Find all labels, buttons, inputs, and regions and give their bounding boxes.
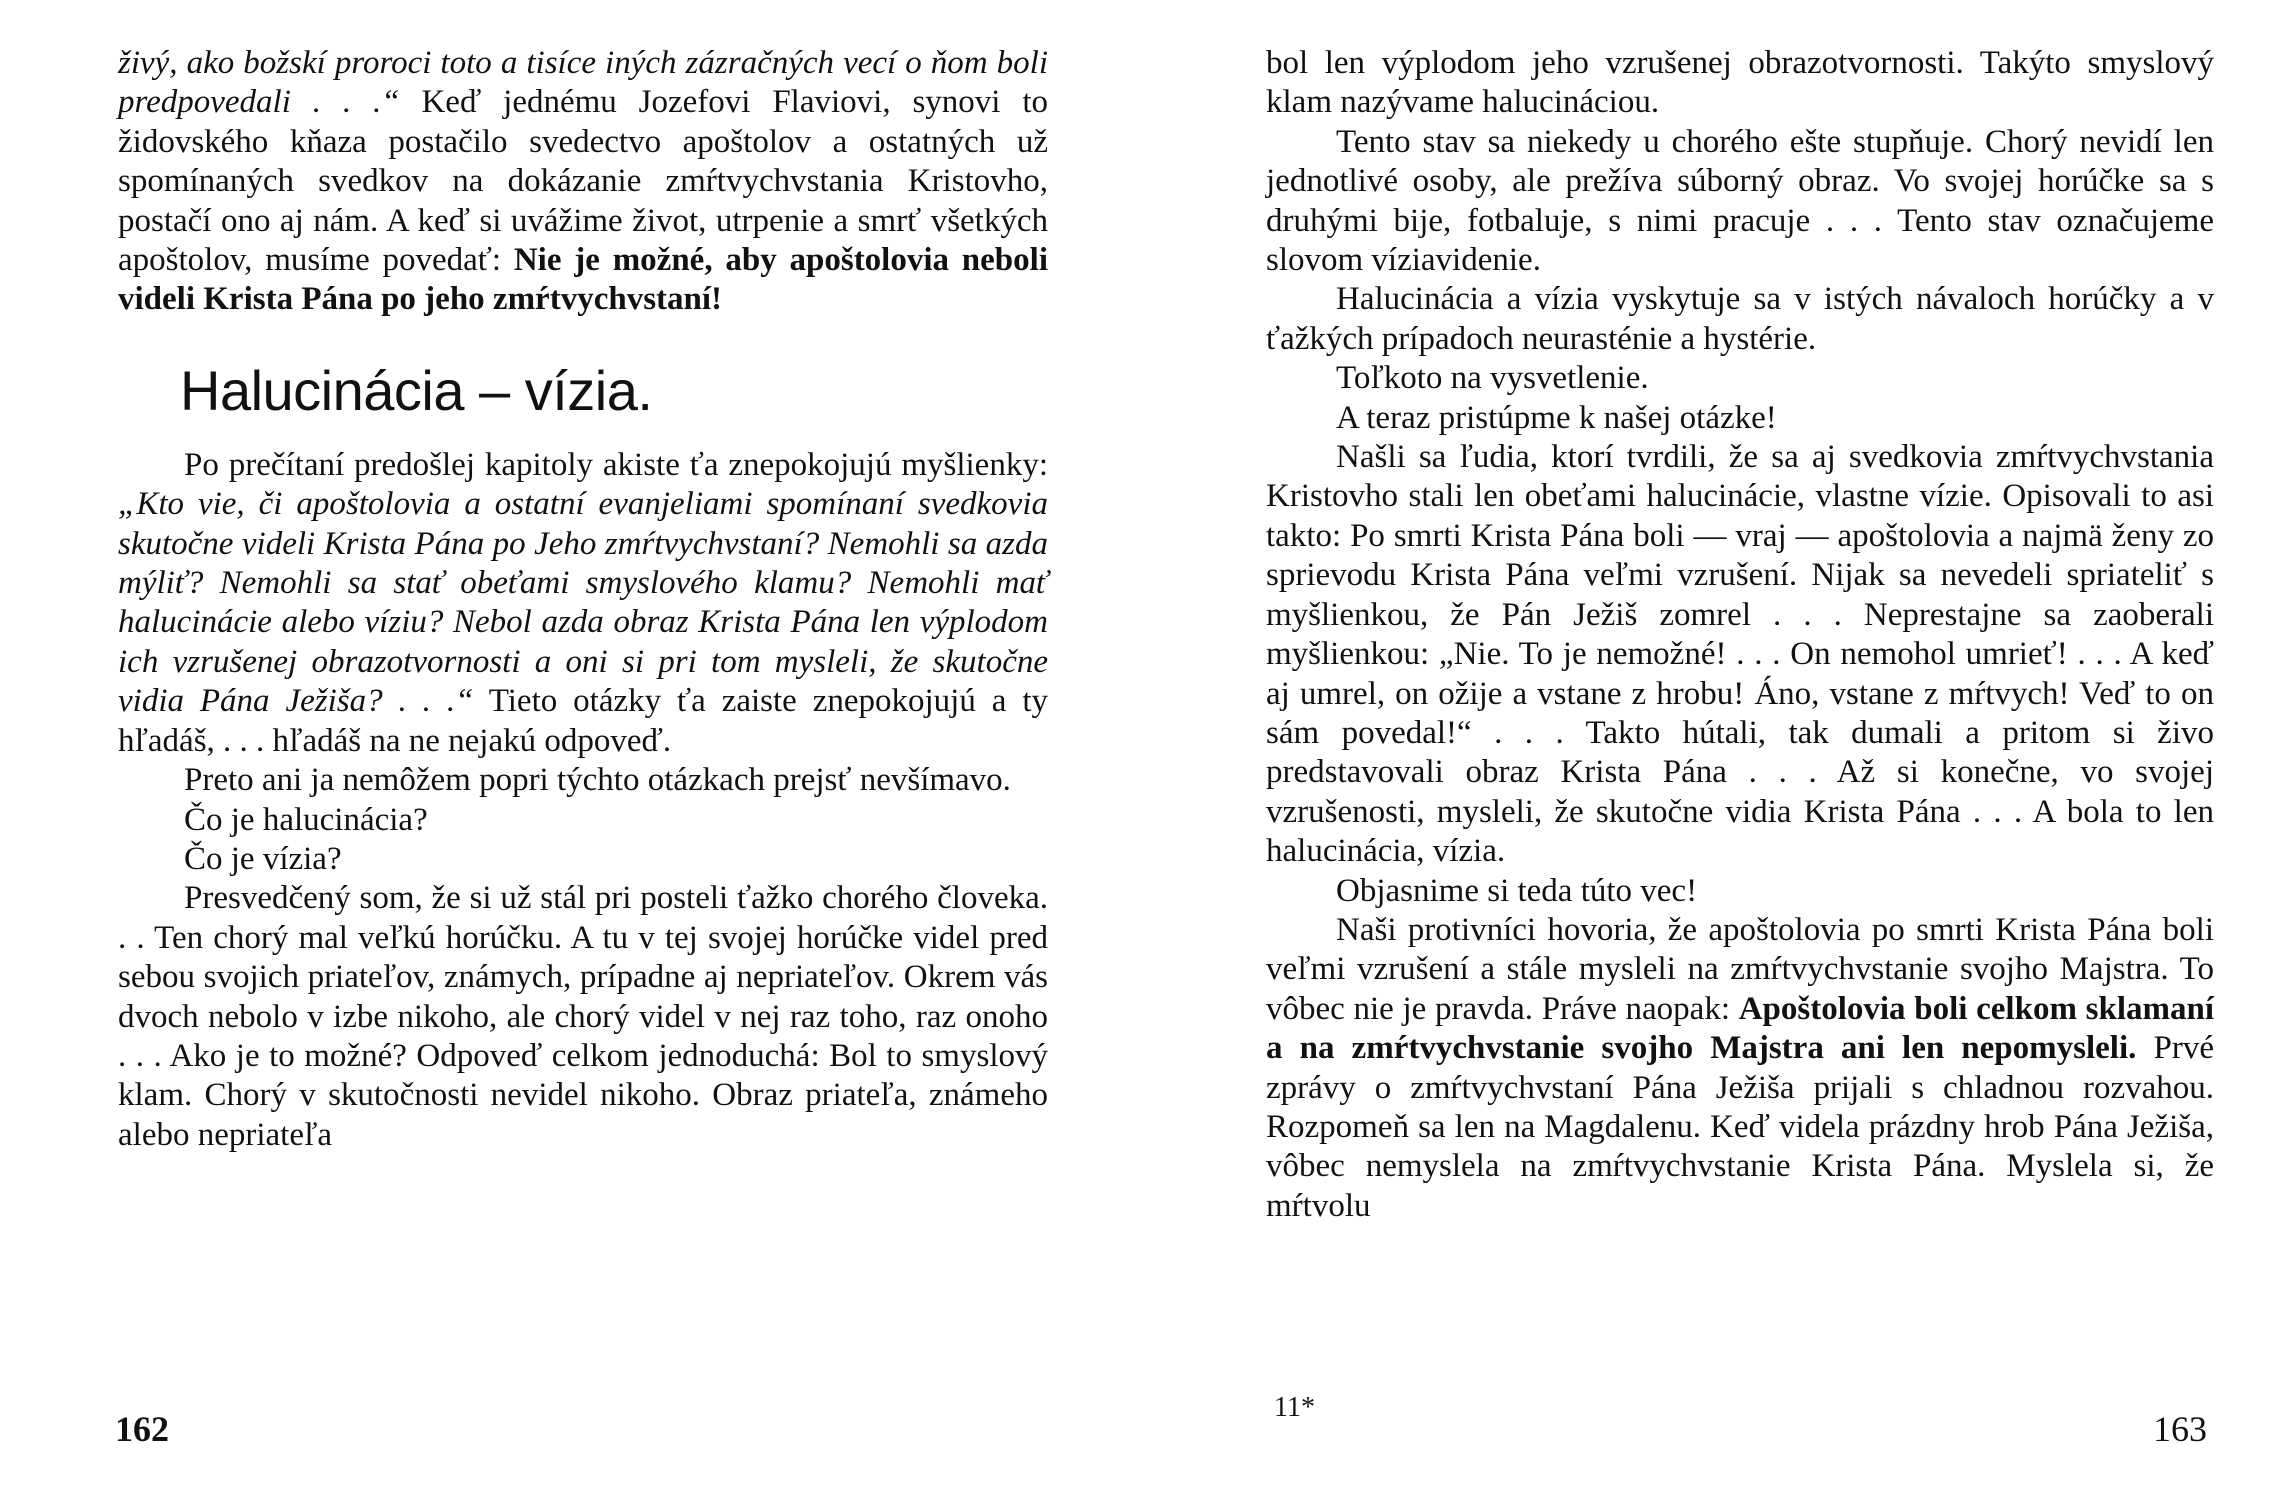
paragraph-l3 [118, 761, 1048, 800]
chapter-heading: Halucinácia – vízia. [180, 358, 653, 422]
body-text: bol len výplodom jeho vzrušenej obrazotvornosti. Takýto smyslový klam nazývame halucináciou. [1266, 45, 2214, 121]
body-text: Presvedčený som, že si už stál pri posteli ťažko chorého človeka. . . Ten chorý mal veľkú horúčku. A tu v tej svojej horúčke videl pred sebou svojich priateľov, známych, prípadne aj nepriateľov. Okrem vás dvoch nebolo v izbe nikoho, ale chorý videl v nej raz toho, raz onoho . . . Ako je to možné? Odpoveď celkom jednoduchá: Bol to smyslový klam. Chorý v skutočnosti nevidel nikoho. Obraz priateľa, známeho alebo nepriateľa [118, 880, 1048, 1153]
body-text: Prvé zprávy o zmŕtvychvstaní Pána Ježiša prijali s chladnou rozvahou. Rozpomeň sa len na Magdalenu. Keď videla prázdny hrob Pána Ježiša, vôbec nemyslela na zmŕtvychvstanie Krista Pána. Myslela si, že mŕtvolu [1266, 1030, 2214, 1224]
right-page [1146, 0, 2292, 1500]
paragraph-r4 [1266, 359, 2214, 398]
body-text: Tento stav sa niekedy u chorého ešte stupňuje. Chorý nevidí len jednotlivé osoby, ale prežíva súborný obraz. Vo svojej horúčke sa s druhými bije, fotbaluje, s nimi pracuje . . . Tento stav označujeme slovom víziavidenie. [1266, 123, 2214, 279]
body-text: Čo je halucinácia? [184, 801, 428, 838]
body-text: Čo je vízia? [184, 840, 342, 877]
body-text: Po prečítaní predošlej kapitoly akiste ťa znepokojujú myšlienky: [184, 446, 1048, 483]
paragraph-l2 [118, 446, 1048, 761]
bold-text: Apoštolovia boli celkom sklamaní a na zmŕtvychvstanie svojho Majstra ani len nepomysleli. [1266, 990, 2214, 1067]
right-text-column [1266, 44, 2214, 1226]
body-text: Toľkoto na vysvetlenie. [1336, 360, 1649, 397]
paragraph-r8 [1266, 911, 2214, 1226]
paragraph-l1 [118, 44, 1048, 320]
paragraph-r2 [1266, 123, 2214, 281]
left-body-paragraphs [118, 446, 1048, 1155]
body-text: Keď jednému Jozefovi Flaviovi, synovi to židovského kňaza postačilo svedectvo apoštolov a ostatných už spomínaných svedkov na dokázanie zmŕtvychvstania Kristovho, postačí ono aj nám. A keď si uvážime život, utrpenie a smrť všetkých apoštolov, musíme povedať: [118, 84, 1048, 279]
italic-text: živý, ako božskí proroci toto a tisíce iných zázračných vecí o ňom boli predpovedali . . .“ [118, 45, 1048, 121]
printer-signature-mark: 11* [1274, 1392, 1315, 1423]
body-text: Tieto otázky ťa zaiste znepokojujú a ty hľadáš, . . . hľadáš na ne nejakú odpoveď. [118, 683, 1048, 759]
left-text-column [118, 44, 1048, 1155]
bold-text: Nie je možné, aby apoštolovia neboli videli Krista Pána po jeho zmŕtvychvstaní! [118, 242, 1048, 318]
right-body-paragraphs [1266, 44, 2214, 1226]
body-text: A teraz pristúpme k našej otázke! [1336, 399, 1777, 436]
paragraph-l5 [118, 840, 1048, 879]
paragraph-r5 [1266, 399, 2214, 438]
paragraph-r6 [1266, 438, 2214, 871]
paragraph-r7 [1266, 872, 2214, 911]
page-number-left: 162 [115, 1409, 169, 1449]
paragraph-r1 [1266, 44, 2214, 123]
paragraph-r3 [1266, 280, 2214, 359]
paragraph-l4 [118, 801, 1048, 840]
body-text: Preto ani ja nemôžem popri týchto otázkach prejsť nevšímavo. [184, 762, 1011, 799]
body-text: Halucinácia a vízia vyskytuje sa v istých návaloch horúčky a v ťažkých prípadoch neurasténie a hystérie. [1266, 281, 2214, 357]
paragraph-l6 [118, 879, 1048, 1155]
left-top-paragraphs [118, 44, 1048, 320]
page-number-right: 163 [2153, 1409, 2207, 1449]
body-text: Objasnime si teda túto vec! [1336, 872, 1698, 909]
italic-text: „Kto vie, či apoštolovia a ostatní evanjeliami spomínaní svedkovia skutočne videli Krista Pána po Jeho zmŕtvychvstaní? Nemohli sa azda mýliť? Nemohli sa stať obeťami smyslového klamu? Nemohli mať halucinácie alebo víziu? Nebol azda obraz Krista Pána len výplodom ich vzrušenej obrazotvornosti a oni si pri tom mysleli, že skutočne vidia Pána Ježiša? . . .“ [118, 486, 1048, 720]
body-text: Našli sa ľudia, ktorí tvrdili, že sa aj svedkovia zmŕtvychvstania Kristovho stali len obeťami halucinácie, vlastne vízie. Opisovali to asi takto: Po smrti Krista Pána boli — vraj — apoštolovia a najmä ženy zo sprievodu Krista Pána veľmi vzrušení. Nijak sa nevedeli spriateliť s myšlienkou, že Pán Ježiš zomrel . . . Neprestajne sa zaoberali myšlienkou: „Nie. To je nemožné! . . . On nemohol umrieť! . . . A keď aj umrel, on ožije a vstane z hrobu! Áno, vstane z mŕtvych! Veď to on sám povedal!“ . . . Takto hútali, tak dumali a pritom si živo predstavovali obraz Krista Pána . . . Až si konečne, vo svojej vzrušenosti, mysleli, že skutočne vidia Krista Pána . . . A bola to len halucinácia, vízia. [1266, 439, 2214, 870]
body-text: Naši protivníci hovoria, že apoštolovia po smrti Krista Pána boli veľmi vzrušení a stále mysleli na zmŕtvychvstanie svojho Majstra. To vôbec nie je pravda. Práve naopak: [1266, 911, 2214, 1027]
